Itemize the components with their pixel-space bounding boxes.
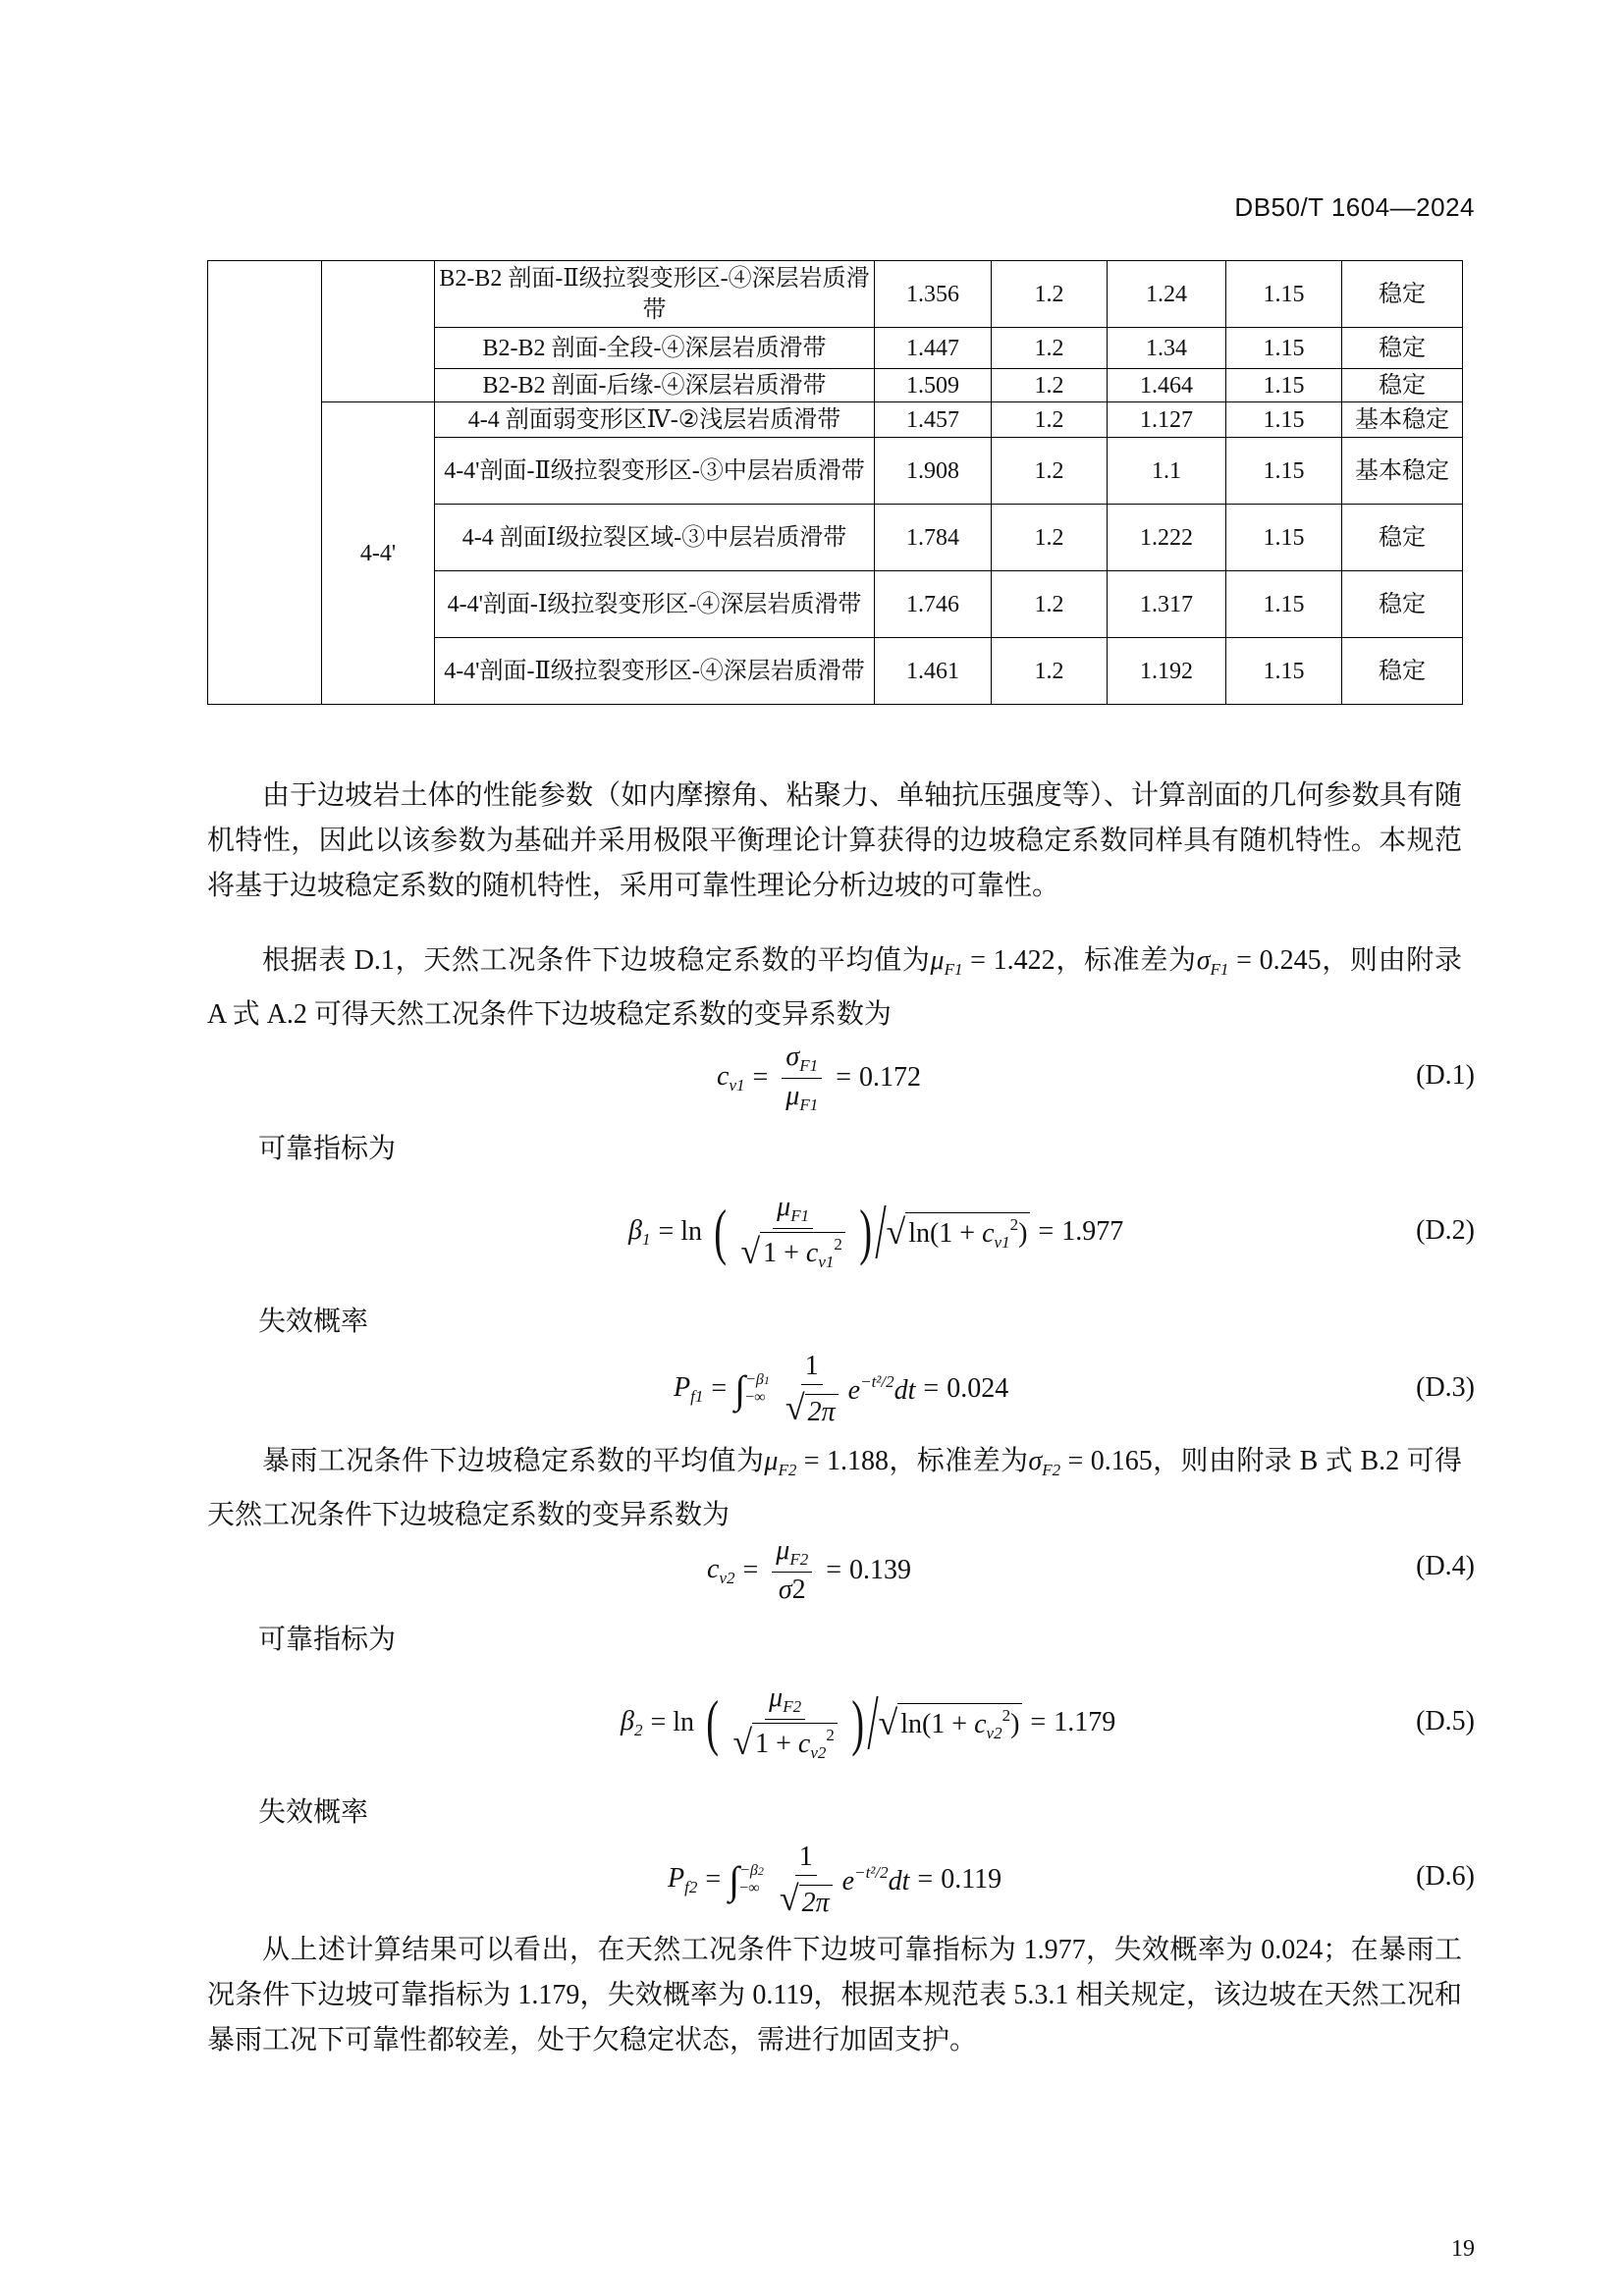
table-cell: 1.2 bbox=[992, 638, 1108, 705]
label-reliability-2: 可靠指标为 bbox=[258, 1625, 397, 1655]
paragraph-rainstorm: 暴雨工况条件下边坡稳定系数的平均值为$\mu_{F2} = 1.188$，标准差为$\sigma_{F2} = 0.165$，则由附录 B 式 B.2 可得天然工况条件下边坡稳定系数的变异系数为 bbox=[207, 1446, 1462, 1530]
equation-d1: $c_{v1}$ = $\frac{\sigma_{F1}}{\mu_{F1}}$ = 0.172 (D.1) bbox=[717, 1041, 1475, 1114]
label-failure: 失效概率 bbox=[258, 1307, 369, 1337]
text: ，标准差为 bbox=[1055, 945, 1197, 976]
table-cell-blank bbox=[322, 261, 435, 402]
table-cell: 1.2 bbox=[992, 369, 1108, 402]
table-cell: 1.2 bbox=[992, 261, 1108, 328]
table-cell: 1.192 bbox=[1108, 638, 1226, 705]
table-cell: 1.908 bbox=[875, 438, 992, 505]
equation-number: (D.2) bbox=[1416, 1215, 1475, 1246]
table-cell: 1.317 bbox=[1108, 571, 1226, 638]
table-cell: 1.461 bbox=[875, 638, 992, 705]
table-cell: 1.464 bbox=[1108, 369, 1226, 402]
equation-d2: $\beta_1$ = ln ( $\mu_{F1}$ √ $1 + c_{v1}^2$ ) / √ $\ln(1 + c_{v1}^2)$ = 1.977 (D.2) bbox=[628, 1188, 1475, 1275]
d6-value: 0.119 bbox=[941, 1864, 1002, 1895]
document-code: DB50/T 1604—2024 bbox=[1234, 192, 1475, 222]
equation-number: (D.4) bbox=[1416, 1551, 1475, 1581]
table-cell: 1.1 bbox=[1108, 438, 1226, 505]
equation-number: (D.6) bbox=[1416, 1861, 1475, 1892]
table-cell: 1.24 bbox=[1108, 261, 1226, 328]
d3-value: 0.024 bbox=[947, 1373, 1009, 1404]
table-cell-desc: 4-4 剖面Ⅰ级拉裂区域-③中层岩质滑带 bbox=[435, 505, 875, 571]
d4-value: 0.139 bbox=[849, 1555, 912, 1585]
table-cell-state: 稳定 bbox=[1342, 638, 1463, 705]
d1-value: 0.172 bbox=[859, 1062, 922, 1093]
table-cell: 1.746 bbox=[875, 571, 992, 638]
stability-table bbox=[207, 260, 1463, 705]
table-cell: 1.2 bbox=[992, 328, 1108, 369]
table-cell: 1.2 bbox=[992, 571, 1108, 638]
table-cell: 1.356 bbox=[875, 261, 992, 328]
table-cell-state: 基本稳定 bbox=[1342, 438, 1463, 505]
table-cell-desc: B2-B2 剖面-后缘-④深层岩质滑带 bbox=[435, 369, 875, 402]
table-cell-desc: 4-4'剖面-Ⅱ级拉裂变形区-④深层岩质滑带 bbox=[435, 638, 875, 705]
paragraph-natural: 根据表 D.1，天然工况条件下边坡稳定系数的平均值为$\mu_{F1} = 1.422$，标准差为$\sigma_{F1} = 0.245$，则由附录 A 式 A.2 可得天然工况条件下边坡稳定系数的变异系数为 bbox=[207, 945, 1462, 1030]
table-row bbox=[208, 261, 1463, 328]
table-cell-state: 稳定 bbox=[1342, 369, 1463, 402]
table-cell: 1.2 bbox=[992, 402, 1108, 438]
table-cell-desc: 4-4'剖面-Ⅰ级拉裂变形区-④深层岩质滑带 bbox=[435, 571, 875, 638]
text: ，则由附录 B 式 B.2 可得天然工况条件下边坡稳定系数的变异系数为 bbox=[207, 1446, 1462, 1530]
equation-d6: $P_{f2}$ = ∫ −β2 −∞ 1 √ 2π $e^{-t^2/2}dt$ = 0.119 (D.6) bbox=[668, 1841, 1475, 1918]
table-cell-state: 稳定 bbox=[1342, 505, 1463, 571]
equation-number: (D.1) bbox=[1416, 1060, 1475, 1091]
table-cell: 1.15 bbox=[1226, 261, 1342, 328]
table-cell-state: 稳定 bbox=[1342, 571, 1463, 638]
text: 暴雨工况条件下边坡稳定系数的平均值为 bbox=[262, 1446, 765, 1476]
paragraph-conclusion: 从上述计算结果可以看出，在天然工况条件下边坡可靠指标为 1.977，失效概率为 0.024；在暴雨工况条件下边坡可靠指标为 1.179，失效概率为 0.119，根据本规范表 5.3.1 相关规定，该边坡在天然工况和暴雨工况下可靠性都较差，处于欠稳定状态，需进行加固支护。 bbox=[207, 1935, 1462, 2056]
d5-value: 1.179 bbox=[1054, 1707, 1116, 1737]
table-cell-desc: 4-4'剖面-Ⅱ级拉裂变形区-③中层岩质滑带 bbox=[435, 438, 875, 505]
table-cell: 1.15 bbox=[1226, 402, 1342, 438]
table-cell: 1.509 bbox=[875, 369, 992, 402]
table-cell: 1.34 bbox=[1108, 328, 1226, 369]
text: ，则由附录 A 式 A.2 可得天然工况条件下边坡稳定系数的变异系数为 bbox=[207, 945, 1462, 1030]
text: ，标准差为 bbox=[888, 1446, 1029, 1476]
label-failure-2: 失效概率 bbox=[258, 1797, 369, 1828]
table-cell: 1.2 bbox=[992, 438, 1108, 505]
mu-value: 1.422 bbox=[993, 945, 1056, 976]
table-cell: 1.15 bbox=[1226, 505, 1342, 571]
label-reliability: 可靠指标为 bbox=[258, 1134, 397, 1164]
table-cell-blank bbox=[208, 261, 322, 705]
table-cell: 1.784 bbox=[875, 505, 992, 571]
table-cell-desc: B2-B2 剖面-全段-④深层岩质滑带 bbox=[435, 328, 875, 369]
table-cell: 1.15 bbox=[1226, 638, 1342, 705]
equation-number: (D.3) bbox=[1416, 1372, 1475, 1403]
table-cell: 1.447 bbox=[875, 328, 992, 369]
table-cell: 1.15 bbox=[1226, 369, 1342, 402]
table-cell: 1.457 bbox=[875, 402, 992, 438]
table-cell-state: 稳定 bbox=[1342, 261, 1463, 328]
page-number: 19 bbox=[1451, 2236, 1475, 2262]
section-label: 4-4' bbox=[322, 402, 435, 705]
equation-d4: $c_{v2}$ = $\frac{\mu_{F2}}{\sigma 2}$ = 0.139 (D.4) bbox=[707, 1535, 1475, 1605]
equation-d3: $P_{f1}$ = ∫ −β1 −∞ 1 √ 2π $e^{-t^2/2}dt$ = 0.024 (D.3) bbox=[674, 1350, 1475, 1427]
table-cell: 1.127 bbox=[1108, 402, 1226, 438]
text: 根据表 D.1，天然工况条件下边坡稳定系数的平均值为 bbox=[262, 945, 931, 976]
table-cell: 1.15 bbox=[1226, 328, 1342, 369]
equation-number: (D.5) bbox=[1416, 1706, 1475, 1736]
sigma-value: 0.245 bbox=[1259, 945, 1322, 976]
equation-d5: $\beta_2$ = ln ( $\mu_{F2}$ √ $1 + c_{v2}^2$ ) / √ $\ln(1 + c_{v2}^2)$ = 1.179 (D.5) bbox=[621, 1679, 1475, 1766]
table-cell: 1.15 bbox=[1226, 571, 1342, 638]
table-row bbox=[208, 402, 1463, 438]
table-cell: 1.15 bbox=[1226, 438, 1342, 505]
d2-value: 1.977 bbox=[1061, 1216, 1124, 1247]
paragraph-intro: 由于边坡岩土体的性能参数（如内摩擦角、粘聚力、单轴抗压强度等）、计算剖面的几何参数具有随机特性，因此以该参数为基础并采用极限平衡理论计算获得的边坡稳定系数同样具有随机特性。本规范将基于边坡稳定系数的随机特性，采用可靠性理论分析边坡的可靠性。 bbox=[207, 780, 1462, 901]
table-cell-state: 基本稳定 bbox=[1342, 402, 1463, 438]
mu-value: 1.188 bbox=[826, 1446, 889, 1476]
table-cell: 1.222 bbox=[1108, 505, 1226, 571]
table-cell: 1.2 bbox=[992, 505, 1108, 571]
table-cell-state: 稳定 bbox=[1342, 328, 1463, 369]
table-cell-desc: 4-4 剖面弱变形区Ⅳ-②浅层岩质滑带 bbox=[435, 402, 875, 438]
sigma-value: 0.165 bbox=[1090, 1446, 1153, 1476]
table-cell-desc: B2-B2 剖面-Ⅱ级拉裂变形区-④深层岩质滑带 bbox=[435, 261, 875, 328]
